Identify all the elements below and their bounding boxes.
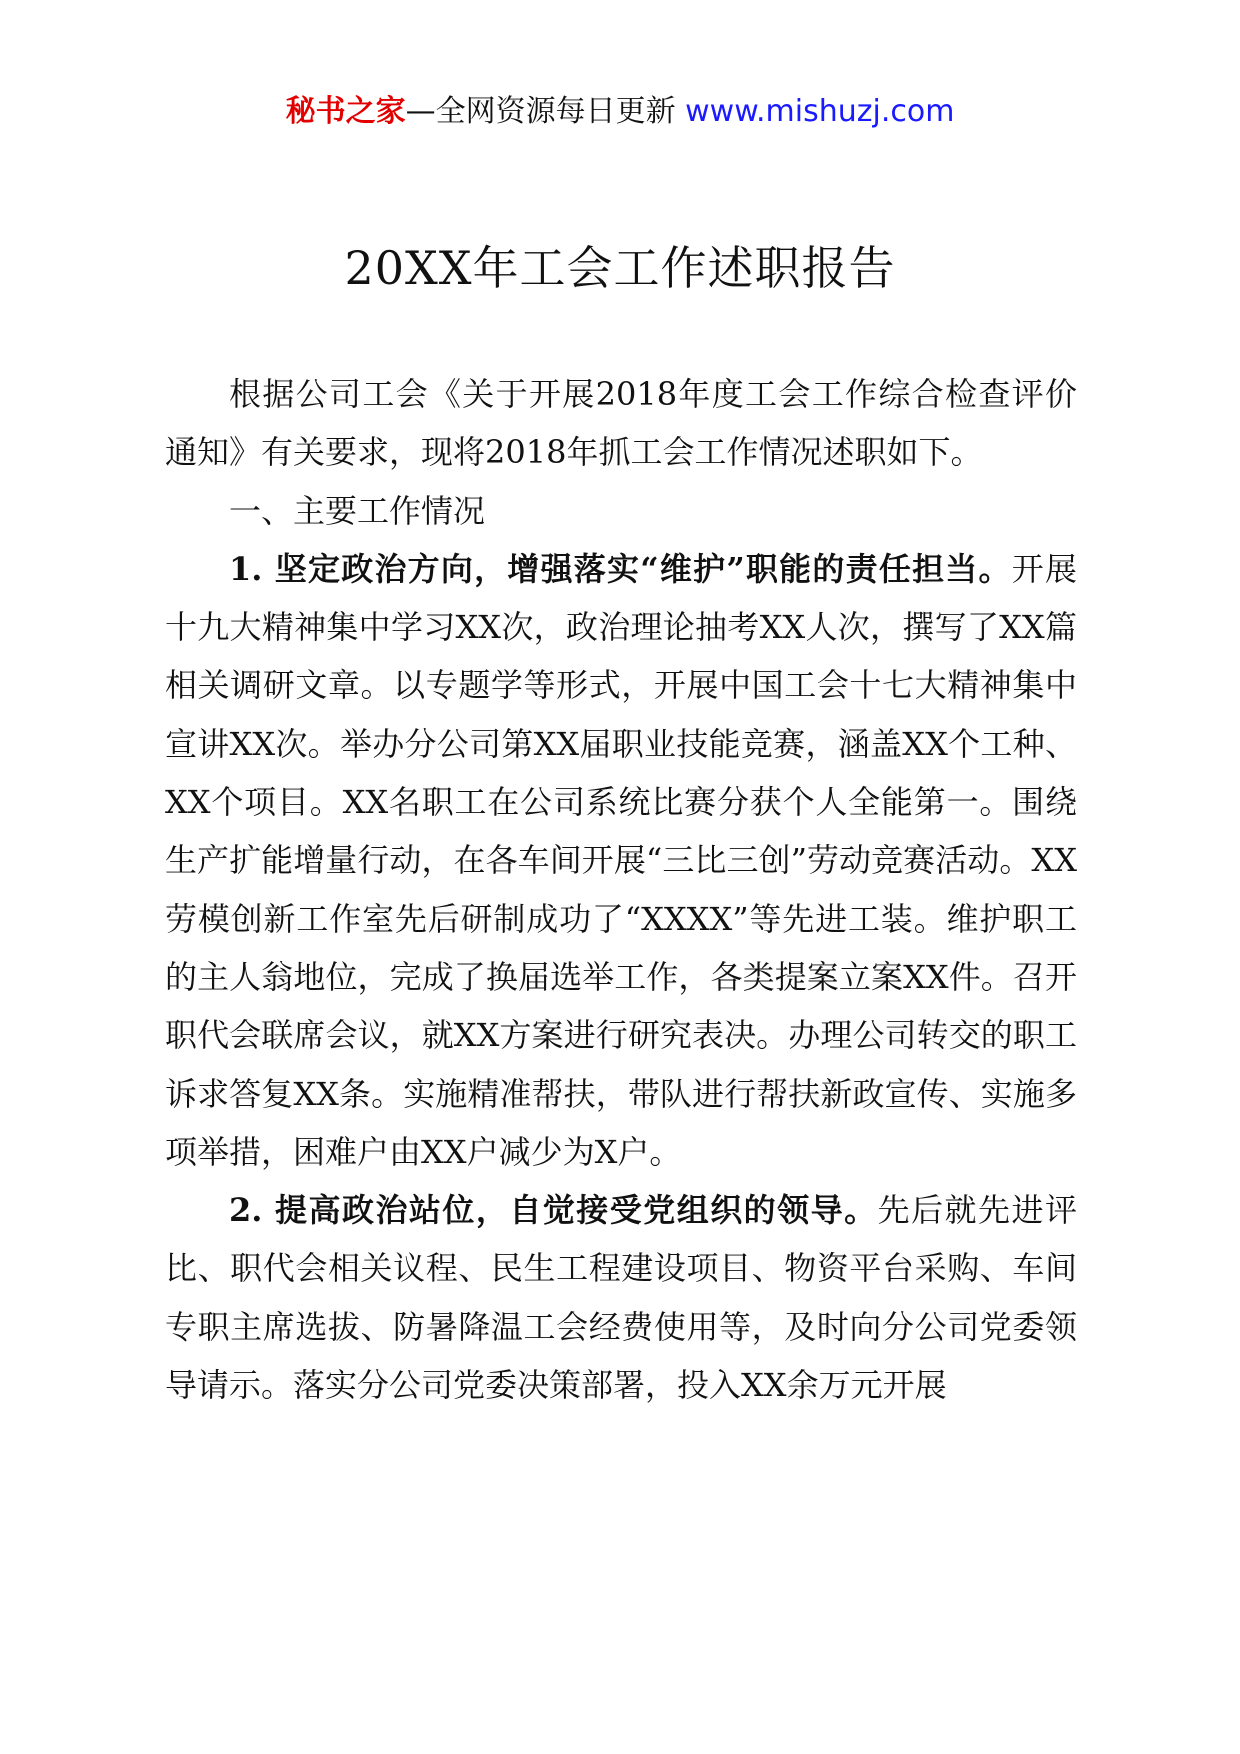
document-body xyxy=(165,365,1077,1414)
section-heading xyxy=(165,482,1077,540)
item-1-lead: 1. 坚定政治方向，增强落实“维护”职能的责任担当。 xyxy=(229,549,1012,588)
section-heading-text: 一、主要工作情况 xyxy=(229,491,486,530)
brand-name: 秘书之家 xyxy=(285,94,406,129)
item-2-lead: 2. 提高政治站位，自觉接受党组织的领导。 xyxy=(229,1191,878,1230)
item-1-text: 开展十九大精神集中学习XX次，政治理论抽考XX人次，撰写了XX篇相关调研文章。以专题学等形式，开展中国工会十七大精神集中宣讲XX次。举办分公司第XX届职业技能竞赛，涵盖XX个工种、XX个项目。XX名职工在公司系统比赛分获个人全能第一。围绕生产扩能增量行动，在各车间开展“三比三创”劳动竞赛活动。XX劳模创新工作室先后研制成功了“XXXX”等先进工装。维护职工的主人翁地位，完成了换届选举工作，各类提案立案XX件。召开职代会联席会议，就XX方案进行研究表决。办理公司转交的职工诉求答复XX条。实施精准帮扶，带队进行帮扶新政宣传、实施多项举措，困难户由XX户减少为X户。 xyxy=(165,549,1077,1171)
item-1-paragraph xyxy=(165,540,1077,1181)
site-url-link[interactable]: www.mishuzj.com xyxy=(685,94,955,129)
intro-paragraph: 根据公司工会《关于开展2018年度工会工作综合检查评价通知》有关要求，现将2018年抓工会工作情况述职如下。 xyxy=(165,375,1077,472)
header-tagline: —全网资源每日更新 xyxy=(405,94,686,129)
item-2-text: 先后就先进评比、职代会相关议程、民生工程建设项目、物资平台采购、车间专职主席选拔、防暑降温工会经费使用等，及时向分公司党委领导请示。落实分公司党委决策部署，投入XX余万元开展 xyxy=(165,1191,1077,1405)
item-2-paragraph xyxy=(165,1181,1077,1414)
document-title: 20XX年工会工作述职报告 xyxy=(344,241,896,295)
site-header xyxy=(0,92,1240,132)
